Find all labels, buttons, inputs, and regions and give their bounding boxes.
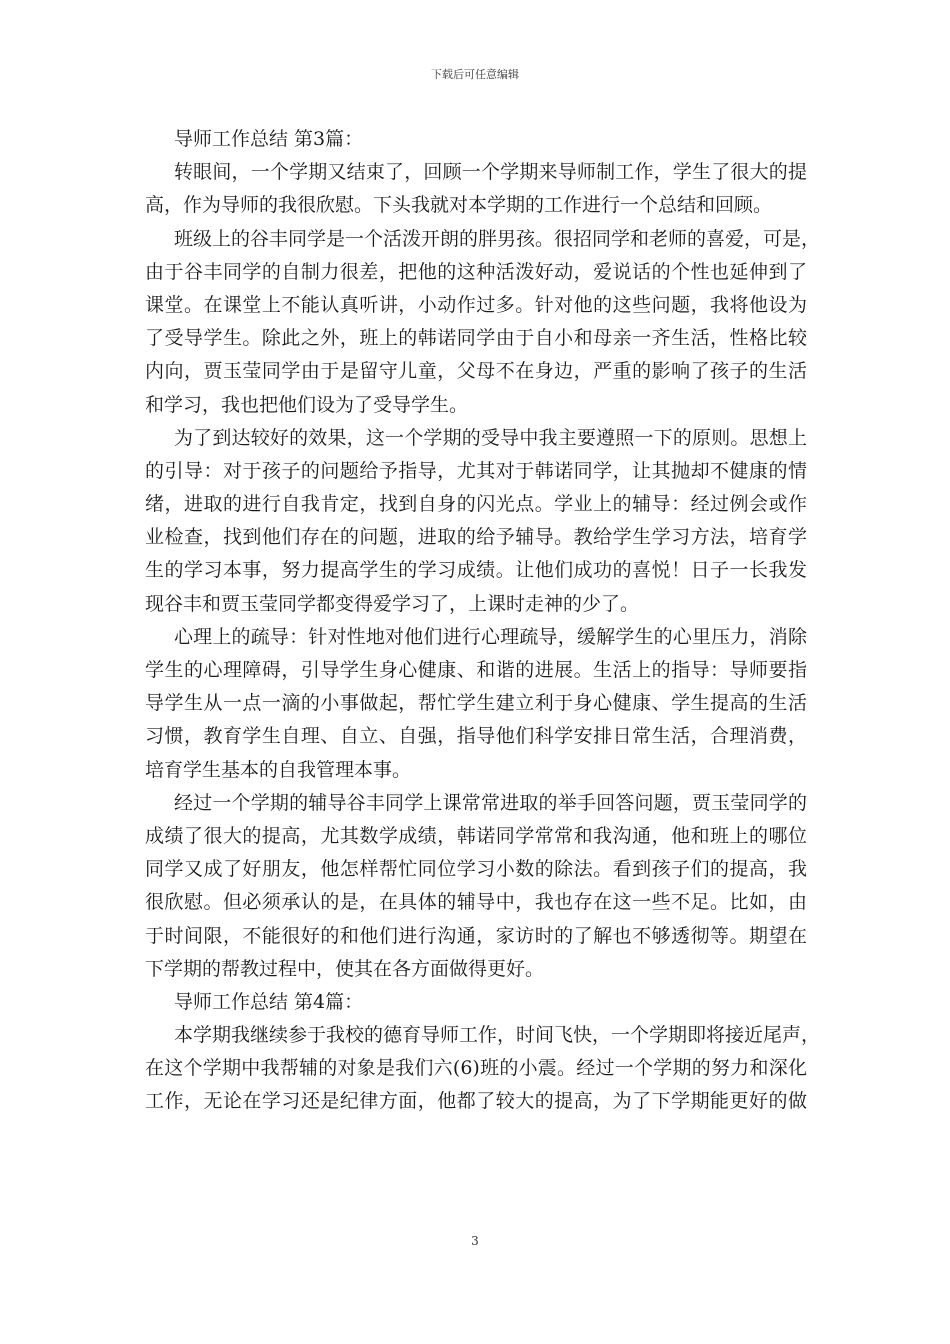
paragraph-line: 学生的心理障碍，引导学生身心健康、和谐的进展。生活上的指导：导师要指 bbox=[145, 659, 807, 681]
paragraph-line: 在这个学期中我帮辅的对象是我们六(6)班的小震。经过一个学期的努力和深化 bbox=[145, 1057, 807, 1080]
paragraph-line: 导学生从一点一滴的小事做起，帮忙学生建立利于身心健康、学生提高的生活 bbox=[145, 692, 807, 715]
section-heading-3: 导师工作总结 第3篇： bbox=[174, 128, 364, 150]
paragraph-line: 同学又成了好朋友，他怎样帮忙同位学习小数的除法。看到孩子们的提高，我 bbox=[145, 858, 807, 881]
section-heading-4: 导师工作总结 第4篇： bbox=[174, 990, 364, 1013]
paragraph-line: 下学期的帮教过程中，使其在各方面做得更好。 bbox=[145, 957, 545, 980]
paragraph-line: 习惯，教育学生自理、自立、自强，指导他们科学安排日常生活，合理消费， bbox=[145, 725, 807, 748]
paragraph-line: 成绩了很大的提高，尤其数学成绩，韩诺同学常常和我沟通，他和班上的哪位 bbox=[145, 824, 807, 847]
paragraph-line: 绪，进取的进行自我肯定，找到自身的闪光点。学业上的辅导：经过例会或作 bbox=[145, 493, 807, 516]
paragraph-line: 工作，无论在学习还是纪律方面，他都了较大的提高，为了下学期能更好的做 bbox=[145, 1090, 807, 1113]
paragraph-line: 的引导：对于孩子的问题给予指导，尤其对于韩诺同学，让其抛却不健康的情 bbox=[145, 459, 807, 482]
paragraph-line: 现谷丰和贾玉莹同学都变得爱学习了，上课时走神的少了。 bbox=[145, 592, 640, 615]
paragraph-line: 转眼间，一个学期又结束了，回顾一个学期来导师制工作，学生了很大的提 bbox=[174, 161, 807, 184]
paragraph-line: 很欣慰。但必须承认的是，在具体的辅导中，我也存在这一些不足。比如，由 bbox=[145, 891, 807, 914]
paragraph-line: 高，作为导师的我很欣慰。下头我就对本学期的工作进行一个总结和回顾。 bbox=[145, 194, 773, 217]
paragraph-line: 和学习，我也把他们设为了受导学生。 bbox=[145, 393, 469, 416]
paragraph-line: 了受导学生。除此之外，班上的韩诺同学由于自小和母亲一齐生活，性格比较 bbox=[145, 327, 807, 350]
paragraph-line: 业检查，找到他们存在的问题，进取的给予辅导。教给学生学习方法，培育学 bbox=[145, 526, 807, 549]
paragraph-line: 经过一个学期的辅导谷丰同学上课常常进取的举手回答问题，贾玉莹同学的 bbox=[174, 791, 807, 814]
paragraph-line: 班级上的谷丰同学是一个活泼开朗的胖男孩。很招同学和老师的喜爱，可是， bbox=[174, 227, 821, 250]
paragraph-line: 本学期我继续参于我校的德育导师工作，时间飞快，一个学期即将接近尾声， bbox=[174, 1024, 821, 1047]
document-body bbox=[145, 123, 821, 1119]
paragraph-line: 心理上的疏导：针对性地对他们进行心理疏导，缓解学生的心里压力，消除 bbox=[174, 625, 807, 648]
paragraph-line: 培育学生基本的自我管理本事。 bbox=[145, 758, 412, 781]
paragraph-line: 为了到达较好的效果，这一个学期的受导中我主要遵照一下的原则。思想上 bbox=[174, 426, 807, 449]
paragraph-line: 内向，贾玉莹同学由于是留守儿童，父母不在身边，严重的影响了孩子的生活 bbox=[145, 360, 807, 383]
page-header: 下载后可任意编辑 bbox=[431, 68, 519, 81]
paragraph-line: 生的学习本事，努力提高学生的学习成绩。让他们成功的喜悦！日子一长我发 bbox=[145, 559, 807, 582]
paragraph-line: 由于谷丰同学的自制力很差，把他的这种活泼好动，爱说话的个性也延伸到了 bbox=[145, 260, 807, 283]
paragraph-line: 课堂。在课堂上不能认真听讲，小动作过多。针对他的这些问题，我将他设为 bbox=[145, 293, 807, 316]
paragraph-line: 于时间限，不能很好的和他们进行沟通，家访时的了解也不够透彻等。期望在 bbox=[145, 924, 807, 947]
page-number: 3 bbox=[471, 1234, 479, 1248]
